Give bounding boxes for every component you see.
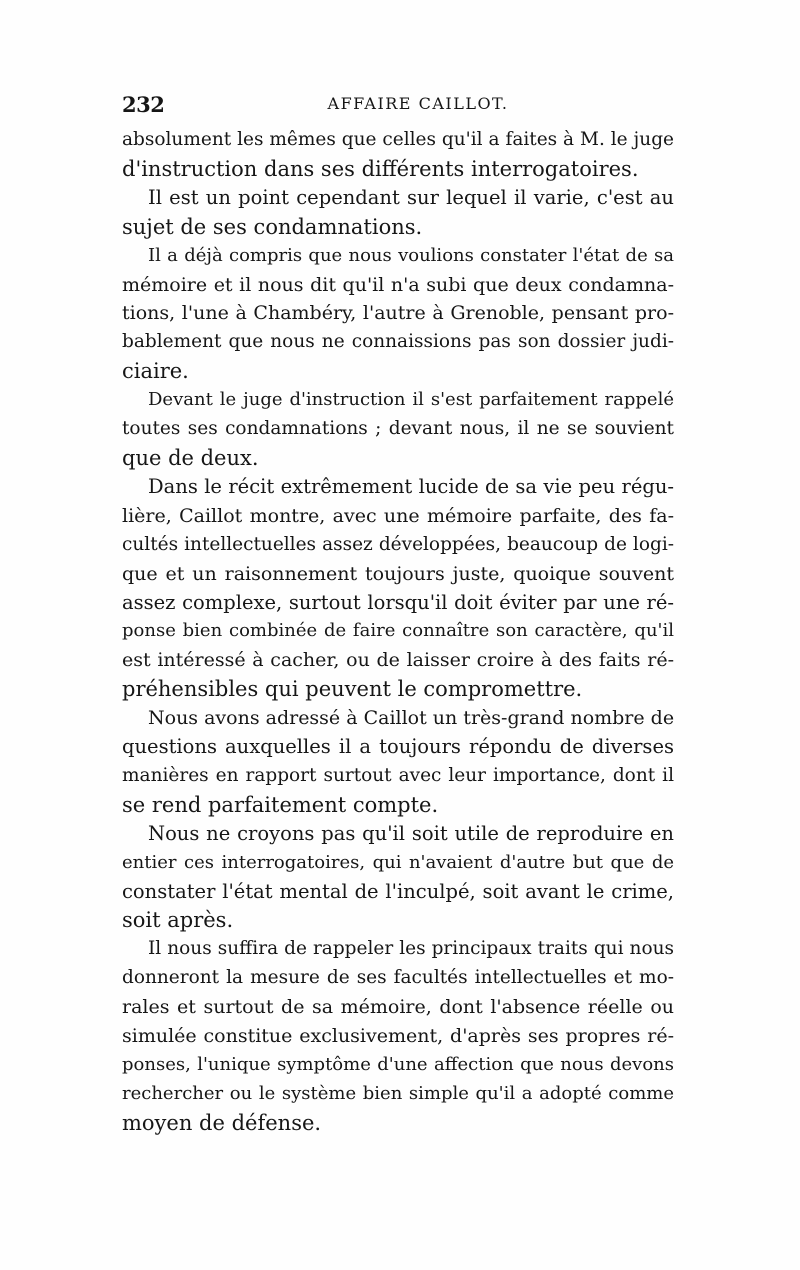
paragraph: [122, 704, 674, 820]
text-line: Devant le juge d'instruction il s'est parfaitement rappelé: [148, 389, 674, 411]
text-line: cultés intellectuelles assez développées, beaucoup de logi-: [122, 533, 674, 555]
text-line: Il nous suffira de rappeler les principaux traits qui nous: [148, 938, 674, 960]
text-line: Il a déjà compris que nous voulions constater l'état de sa: [148, 244, 674, 266]
text-line: est intéressé à cacher, ou de laisser croire à des faits ré-: [122, 649, 674, 672]
running-title: AFFAIRE CAILLOT.: [327, 94, 509, 113]
text-line: préhensibles qui peuvent le compromettre.: [122, 677, 583, 702]
text-line: Nous avons adressé à Caillot un très-grand nombre de: [148, 707, 675, 730]
body-text: [122, 126, 674, 1138]
paragraph: [122, 184, 674, 242]
text-line: toutes ses condamnations ; devant nous, il ne se souvient: [122, 418, 674, 440]
text-line: rales et surtout de sa mémoire, dont l'absence réelle ou: [122, 996, 674, 1019]
paragraph: [122, 386, 674, 473]
text-line: rechercher ou le système bien simple qu'il a adopté comme: [122, 1082, 674, 1104]
paragraph: [122, 126, 674, 184]
text-line: bablement que nous ne connaissions pas son dossier judi-: [122, 331, 674, 353]
paragraph: [122, 242, 674, 387]
text-line: donneront la mesure de ses facultés intellectuelles et mo-: [122, 967, 674, 989]
text-line: que et un raisonnement toujours juste, quoique souvent: [122, 562, 674, 585]
text-line: se rend parfaitement compte.: [122, 792, 439, 817]
page-number: 232: [122, 92, 165, 117]
paragraph: [122, 820, 674, 936]
text-line: Il est un point cependant sur lequel il varie, c'est au: [148, 185, 674, 209]
text-line: mémoire et il nous dit qu'il n'a subi que deux condamna-: [122, 273, 674, 296]
text-line: questions auxquelles il a toujours répondu de diverses: [122, 735, 674, 759]
text-line: assez complexe, surtout lorsqu'il doit éviter par une ré-: [122, 590, 674, 614]
text-line: soit après.: [122, 908, 234, 933]
text-line: lière, Caillot montre, avec une mémoire parfaite, des fa-: [122, 504, 674, 527]
text-line: simulée constitue exclusivement, d'après ses propres ré-: [122, 1025, 674, 1048]
text-line: constater l'état mental de l'inculpé, soit avant le crime,: [122, 879, 674, 903]
text-line: ciaire.: [122, 359, 189, 384]
text-line: Nous ne croyons pas qu'il soit utile de reproduire en: [148, 821, 674, 845]
text-line: ponses, l'unique symptôme d'une affection que nous devons: [122, 1054, 674, 1075]
text-line: entier ces interrogatoires, qui n'avaient d'autre but que de: [122, 851, 674, 873]
text-line: tions, l'une à Chambéry, l'autre à Grenoble, pensant pro-: [122, 302, 674, 325]
text-line: Dans le récit extrêmement lucide de sa vie peu régu-: [148, 474, 674, 498]
text-line: manières en rapport surtout avec leur importance, dont il: [122, 764, 674, 786]
text-line: d'instruction dans ses différents interrogatoires.: [122, 156, 639, 181]
paragraph: [122, 935, 674, 1137]
text-line: absolument les mêmes que celles qu'il a faites à M. le juge: [122, 129, 674, 150]
text-line: ponse bien combinée de faire connaître son caractère, qu'il: [122, 620, 674, 642]
running-header: [122, 92, 674, 116]
text-line: sujet de ses condamnations.: [122, 214, 423, 239]
text-line: moyen de défense.: [122, 1110, 322, 1135]
paragraph: [122, 473, 674, 704]
text-line: que de deux.: [122, 445, 259, 470]
